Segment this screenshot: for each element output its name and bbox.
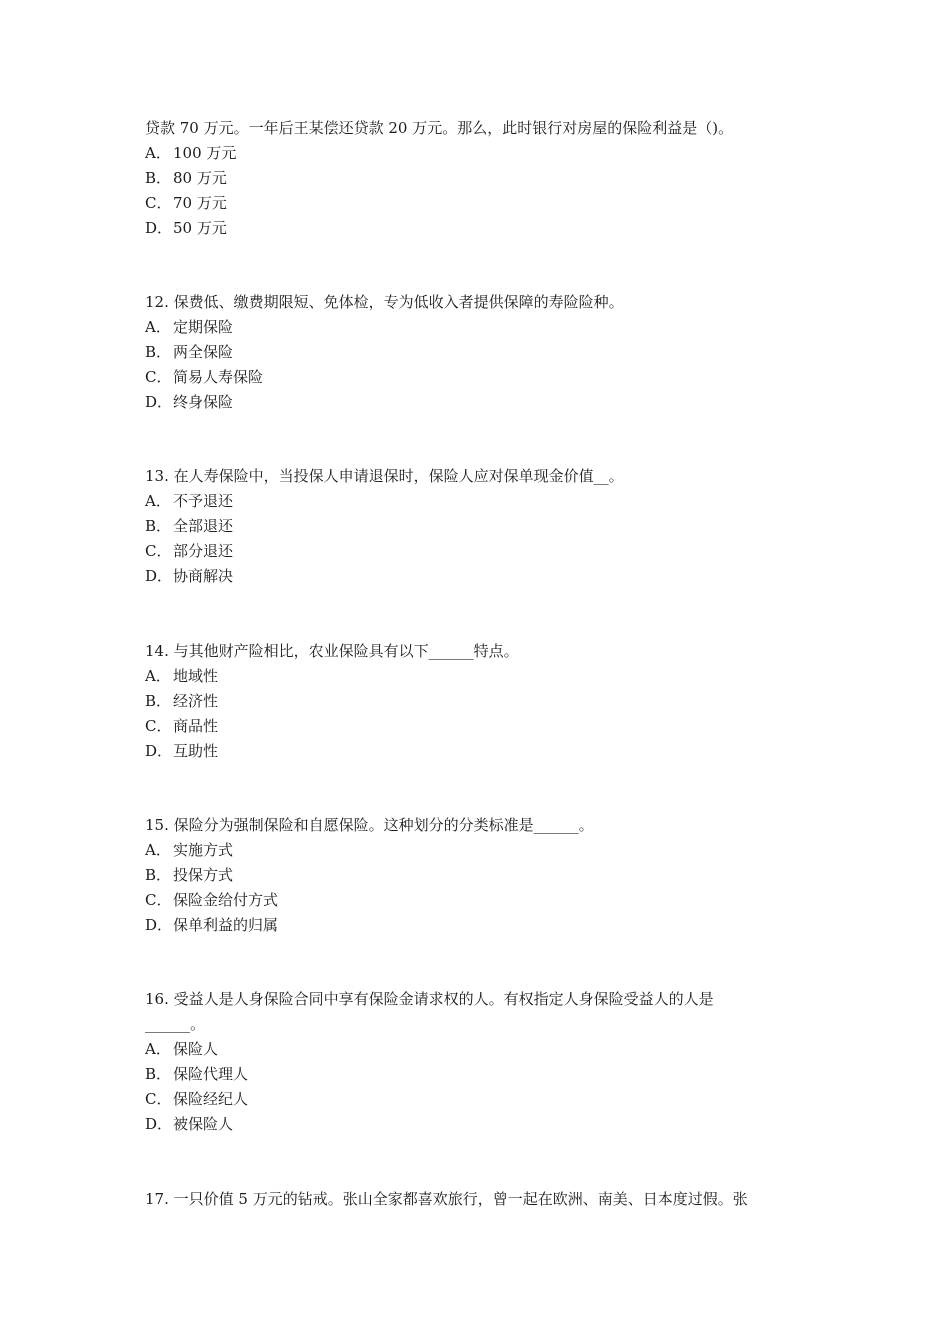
option-text: 70 万元 [173, 194, 227, 212]
option-d [145, 392, 233, 412]
option-b [145, 342, 233, 362]
option-d [145, 566, 233, 586]
option-a [145, 666, 218, 686]
option-text: 协商解决 [173, 567, 234, 585]
option-letter: A． [145, 1040, 171, 1058]
option-text: 保险经纪人 [173, 1090, 249, 1108]
option-text: 保险代理人 [173, 1065, 249, 1083]
option-text: 不予退还 [173, 492, 234, 510]
option-letter: D． [145, 916, 173, 934]
option-text: 100 万元 [173, 144, 237, 162]
question-stem-line: 14. 与其他财产险相比，农业保险具有以下______特点。 [145, 642, 519, 660]
option-c [145, 193, 227, 213]
option-text: 两全保险 [173, 343, 234, 361]
option-d [145, 741, 218, 761]
option-letter: A． [145, 492, 171, 510]
question-stem-line: 12. 保费低、缴费期限短、免体检，专为低收入者提供保障的寿险险种。 [145, 293, 624, 311]
option-letter: D． [145, 742, 173, 760]
option-c [145, 890, 278, 910]
option-text: 保单利益的归属 [173, 916, 279, 934]
option-letter: D． [145, 219, 173, 237]
option-b [145, 516, 233, 536]
option-c [145, 1089, 248, 1109]
option-c [145, 541, 233, 561]
option-letter: D． [145, 1115, 173, 1133]
option-letter: C． [145, 194, 172, 212]
option-b [145, 865, 233, 885]
option-a [145, 317, 233, 337]
option-letter: B． [145, 866, 172, 884]
option-a [145, 491, 233, 511]
option-d [145, 1114, 233, 1134]
option-letter: C． [145, 1090, 172, 1108]
option-b [145, 168, 227, 188]
option-letter: A． [145, 318, 171, 336]
option-text: 全部退还 [173, 517, 234, 535]
option-text: 简易人寿保险 [173, 368, 264, 386]
option-c [145, 716, 218, 736]
option-letter: C． [145, 368, 172, 386]
option-letter: B． [145, 517, 172, 535]
option-b [145, 691, 218, 711]
option-text: 保险人 [173, 1040, 219, 1058]
option-text: 终身保险 [173, 393, 234, 411]
option-text: 50 万元 [173, 219, 227, 237]
option-letter: C． [145, 717, 172, 735]
option-letter: B． [145, 692, 172, 710]
option-b [145, 1064, 248, 1084]
question-stem-line: 13. 在人寿保险中，当投保人申请退保时，保险人应对保单现金价值__。 [145, 467, 624, 485]
option-letter: C． [145, 891, 172, 909]
option-a [145, 143, 236, 163]
question-stem-line: 贷款 70 万元。一年后王某偿还贷款 20 万元。那么，此时银行对房屋的保险利益是（)。 [145, 119, 734, 137]
option-text: 部分退还 [173, 542, 234, 560]
option-letter: C． [145, 542, 172, 560]
option-letter: D． [145, 393, 173, 411]
question-stem-line: 15. 保险分为强制保险和自愿保险。这种划分的分类标准是______。 [145, 816, 594, 834]
option-c [145, 367, 263, 387]
question-stem-line: 17. 一只价值 5 万元的钻戒。张山全家都喜欢旅行，曾一起在欧洲、南美、日本度过假。张 [145, 1190, 748, 1208]
question-stem-line: 16. 受益人是人身保险合同中享有保险金请求权的人。有权指定人身保险受益人的人是 [145, 990, 714, 1008]
option-text: 互助性 [173, 742, 219, 760]
option-letter: B． [145, 343, 172, 361]
option-text: 地域性 [173, 667, 219, 685]
option-a [145, 840, 233, 860]
option-text: 80 万元 [173, 169, 227, 187]
option-text: 投保方式 [173, 866, 234, 884]
option-a [145, 1039, 218, 1059]
question-stem-line: ______。 [145, 1015, 206, 1033]
option-letter: B． [145, 1065, 172, 1083]
option-text: 定期保险 [173, 318, 234, 336]
option-text: 实施方式 [173, 841, 234, 859]
option-text: 经济性 [173, 692, 219, 710]
option-d [145, 915, 278, 935]
option-letter: D． [145, 567, 173, 585]
option-letter: B． [145, 169, 172, 187]
option-text: 商品性 [173, 717, 219, 735]
option-text: 保险金给付方式 [173, 891, 279, 909]
option-letter: A． [145, 841, 171, 859]
option-letter: A． [145, 667, 171, 685]
option-letter: A． [145, 144, 171, 162]
option-d [145, 218, 227, 238]
option-text: 被保险人 [173, 1115, 234, 1133]
